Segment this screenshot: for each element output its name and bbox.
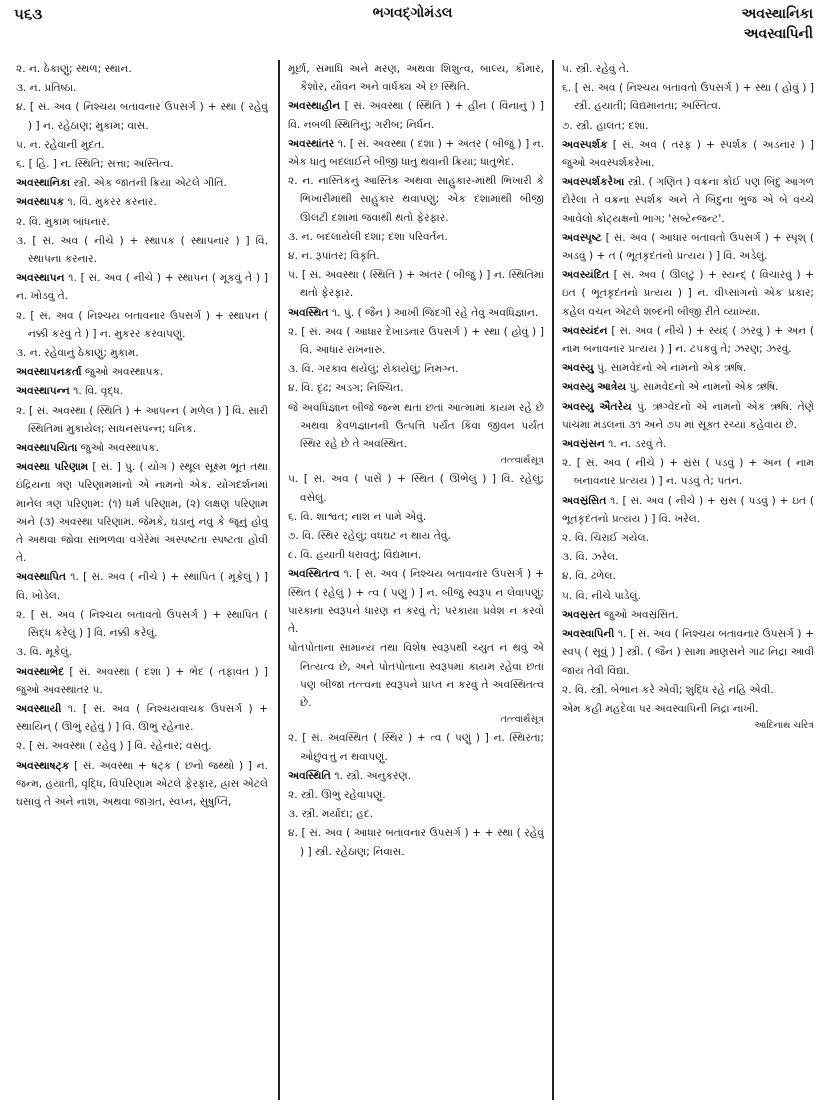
citation-source: તત્ત્વાર્થસૂત્ર	[500, 455, 544, 467]
entry-sense	[16, 643, 268, 661]
definition-text: ૨. સ્ત્રી. ઊભું રહેવાપણું.	[288, 788, 386, 801]
definition-text: [ સં. અવ ( ઊલટું ) + સ્યન્દ્ ( વિચારવું ) + ઇત ( ભૂતકૃદંતનો પ્રત્યય ) ] ન. વીપ્સાંગનો એક પ્રકાર; કહેલ વચન એટલે શબ્દની બીજી રીતે વ્યાખ્યા.	[562, 269, 814, 318]
entry-sense	[562, 529, 814, 547]
definition-text: ૨. [ સં. અવસ્થા ( રહેવું ) ] વિ. રહેનાર; વસતું.	[16, 740, 212, 753]
entry-sense	[562, 79, 814, 115]
definition-text: ૨. [ સં. અવસ્થા ( સ્થિતિ ) + આપન્ન ( મળેલ ) ] વિ. સારી સ્થિતિમાં મુકાયેલ; સાધનસંપન્ન; ધનિક.	[16, 404, 268, 435]
entry-sense	[288, 360, 544, 378]
dictionary-entry	[562, 492, 814, 528]
definition-text: ૩. [ સં. અવ ( નીચે ) + સ્થાપક ( સ્થાપનાર ) ] વિ. સ્થાપના કરનાર.	[16, 234, 268, 266]
entry-sense	[288, 508, 544, 526]
dictionary-entry	[16, 269, 268, 305]
definition-text: ૫. સ્ત્રી. રહેવું તે.	[562, 63, 630, 75]
definition-text: ૨. વિ. ચિરાઈ ગયેલ.	[562, 532, 649, 545]
entry-sense	[288, 247, 544, 265]
definition-text: જે અવધિજ્ઞાન બીજે જન્મ થતાં છતાં આત્મામાં કાયમ રહે છે અથવા કેવળજ્ઞાનની ઉત્પત્તિ પર્યંત કિંવા જીવન પર્યંત સ્થિર રહે છે તે અવસ્થિત.	[288, 401, 544, 451]
entry-sense	[288, 729, 544, 765]
definition-text: ૧. સ્ત્રી. અનુકરણ.	[330, 769, 412, 782]
dictionary-entry	[562, 173, 814, 228]
definition-text: ૪. ન. રૂપાંતર; વિકૃતિ.	[288, 250, 380, 263]
definition-text: ૨. [ સં. અવ ( નીચે ) + સ્રંસ ( પડવું ) + અન ( નામ બનાવનાર પ્રત્યય ) ] ન. પડવું તે; પતન.	[562, 457, 814, 488]
headword: અવસ્યુ ઐતરેય	[562, 400, 632, 413]
entry-sense	[562, 60, 814, 78]
entry-sense	[288, 824, 544, 860]
guide-words	[742, 4, 814, 44]
headword: અવસ્થાષટ્ક	[16, 759, 70, 772]
definition-text: ૨. ન. ઠેકાણું; સ્થળ; સ્થાન.	[16, 63, 132, 75]
dictionary-entry	[16, 382, 268, 400]
definition-text: ૮. વિ. હયાતી ધરાવતું; વિદ્યમાન.	[288, 549, 422, 562]
entry-sense	[288, 172, 544, 227]
definition-text: [ સં. અવ ( આધાર બતાવતો ઉપસર્ગ ) + સ્પૃશ્ ( અડવું ) + ત ( ભૂતકૃદંતનો પ્રત્યય ) ] વિ. અડેલું.	[562, 231, 814, 263]
definition-text: ૧. [ સં. અવ ( નીચે ) + સ્થાપન ( મૂકવું તે ) ] ન. ખોડવું તે.	[16, 272, 268, 303]
entry-sense	[16, 79, 268, 97]
definition-text: ૩. ન. રહેવાનું ઠેકાણું; મુકામ.	[16, 347, 139, 360]
citation-source: તત્ત્વાર્થસૂત્ર	[500, 714, 544, 726]
dictionary-entry	[288, 304, 544, 322]
guide-word-last: અવસ્વાપિની	[743, 26, 813, 42]
definition-text: ૧. [ સં. અવ ( નીચે ) + સ્રંસ ( પડવું ) + ઇત ( ભૂતકૃદંતનો પ્રત્યય ) ] વિ. ખરેલ.	[562, 494, 814, 525]
definition-text: ૫. વિ. નીચે પાડેલું.	[562, 589, 641, 602]
definition-text: [ સં. ] પું. ( યોગ ) સ્થૂલ સૂક્ષ્મ ભૂત તથા ઇંદ્રિયના ત્રણ પરિણામમાંનો એ નામનો એક. યોગદર્શનમાં માનેલ ત્રણ પરિણામ: (૧) ધર્મ પરિણામ, (૨) લક્ષણ પરિણામ અને (૩) અવસ્થા પરિણામ. જેમકે, ઘડાનું નવું કે જૂનું હોવું તે અથવા જોવા સાંભળવા વગેરેમાં અસ્પષ્ટતા સ્પષ્ટતા હોવી તે.	[16, 461, 268, 565]
dictionary-entry	[16, 568, 268, 604]
dictionary-entry	[16, 439, 268, 457]
entry-sense	[562, 117, 814, 135]
headword: અવસ્થિતત્વ	[288, 568, 340, 581]
definition-text: ૭. સ્ત્રી. હાલત; દશા.	[562, 119, 649, 132]
dictionary-entry	[288, 97, 544, 133]
headword: અવસ્થાનિકા	[16, 177, 71, 190]
headword: અવસ્યુ આત્રેય	[562, 381, 627, 394]
definition-text: ૪. વિ. દૃઢ; અડગ; નિશ્ચિત.	[288, 382, 404, 395]
headword: અવસ્રસ્ત	[562, 608, 601, 621]
definition-text: ૩. ન. બદલાયેલી દશા; દશા પરિવર્તન.	[288, 230, 448, 243]
dictionary-entry	[562, 606, 814, 624]
entry-sense	[288, 527, 544, 545]
dictionary-entry	[562, 378, 814, 396]
column-divider	[278, 60, 280, 1100]
definition-text: ૩. વિ. ગરકાવ થયેલું; રોકાયેલું; નિમગ્ન.	[288, 363, 459, 376]
definition-text: ૫. ન. રહેવાની મુદત.	[16, 138, 105, 151]
dictionary-entry	[288, 135, 544, 171]
definition-text: ૩. સ્ત્રી. મર્યાદા; હદ.	[288, 808, 374, 821]
entry-sense	[288, 266, 544, 302]
dictionary-entry	[288, 767, 544, 785]
entry-sense	[288, 228, 544, 246]
entry-sense	[16, 136, 268, 154]
entry-sense	[562, 548, 814, 566]
column-divider	[552, 60, 554, 1100]
dictionary-entry	[562, 359, 814, 377]
dictionary-column-1	[16, 60, 268, 1100]
entry-sense	[16, 155, 268, 173]
definition-text: ૧. વિ. મુકરર કરનાર.	[64, 196, 157, 209]
definition-text: ૧. પું. ( જૈન ) આખી જિંદગી રહે તેવું અવધિજ્ઞાન.	[328, 306, 539, 319]
dictionary-entry	[16, 174, 268, 192]
definition-text: ૪. વિ. ઢળેલ.	[562, 570, 616, 583]
entry-sense	[562, 681, 814, 699]
entry-sense	[16, 60, 268, 78]
definition-text: ૭. વિ. સ્થિર રહેલું; વધઘટ ન થાય તેવું.	[288, 530, 451, 543]
dictionary-entry	[16, 663, 268, 699]
headword: અવસ્યુ	[562, 362, 594, 375]
entry-sense	[288, 399, 544, 454]
definition-text: ૨. [ સં. અવસ્થિત ( સ્થિર ) + ત્વ ( પણું ) ] ન. સ્થિરતા; ઓછુંવત્તું ન થવાપણું.	[288, 732, 544, 763]
definition-text: મૂર્છા, સમાધિ અને મરણ, અથવા શિશુત્વ, બાલ્ય, કૌમાર, કૈશોર, યૌવન અને વાર્ધક્ય એ છ સ્થિતિ.	[288, 63, 544, 94]
headword: અવસ્થાપક	[16, 196, 65, 209]
dictionary-column-3	[562, 60, 814, 1100]
definition-text: [ સં. અવસ્થા ( સ્થિતિ ) + હીન ( વિનાનું ) ] વિ. નબળી સ્થિતિનું; ગરીબ; નિર્ધન.	[288, 100, 544, 131]
dictionary-entry	[562, 136, 814, 172]
definition-text: ૬. [ હિં. ] ન. સ્થિતિ; સત્તા; અસ્તિત્વ.	[16, 158, 174, 171]
entry-sense	[288, 379, 544, 397]
definition-text: ૩. વિ. ઝરેલ.	[562, 551, 619, 564]
definition-text: ૨. [ સં. અવ ( નિશ્ચય બતાવનાર ઉપસર્ગ ) + સ્થાપન ( નક્કી કરવું તે ) ] ન. મુકરર કરવાપણું.	[16, 309, 268, 340]
dictionary-entry	[562, 625, 814, 680]
definition-text: [ સં. અવ ( નીચે ) + સ્યંદ્ ( ઝરવું ) + અન ( નામ બનાવનાર પ્રત્યય ) ] ન. ટપકવું તે; ઝરણ; ઝરવું.	[562, 324, 814, 356]
headword: અવસ્પર્શક	[562, 138, 608, 151]
definition-text: સ્ત્રી. ( ગણિત ) વક્રના કોઈ પણ બિંદુ આગળ દોરેલા તે વક્રના સ્પર્શક અને તે બિંદુના ભુજ એ બે વચ્ચે આવેલો કોટ્યક્ષનો ભાગ; 'સબ્ટૅન્જન્ટ'.	[562, 176, 814, 225]
definition-text: ૫. [ સં. અવ ( પાસે ) + સ્થિત ( ઊભેલું ) ] વિ. રહેલું; વસેલું.	[288, 473, 544, 504]
definition-text: ૧. [ સં. અવ ( નિશ્ચયવાચક ઉપસર્ગ ) + સ્થાયિન્ ( ઊભું રહેવું ) ] વિ. ઊભું રહેનાર.	[16, 702, 268, 734]
headword: અવસ્થાપયિતા	[16, 442, 78, 455]
definition-text: પું. સામવેદનો એ નામનો એક ઋષિ.	[626, 381, 779, 394]
dictionary-entry	[562, 398, 814, 434]
definition-text: ૫. [ સં. અવસ્થા ( સ્થિતિ ) + અંતર ( બીજું ) ] ન. સ્થિતિમાં થતો ફેરફાર.	[288, 269, 544, 300]
entry-sense	[288, 786, 544, 804]
entry-sense	[16, 232, 268, 268]
headword: અવસ્થિત	[288, 306, 329, 319]
definition-text: ૨. વિ. મુકામ બાંધનાર.	[16, 215, 110, 228]
entry-sense	[16, 402, 268, 438]
guide-word-first: અવસ્થાનિકા	[741, 6, 813, 22]
dictionary-column-2	[288, 60, 544, 1100]
definition-text: ૨. ન. નાસ્તિકનું આસ્તિક અથવા સાહુકાર-માંથી ભિખારી કે ભિખારીમાંથી સાહુકાર થવાપણું; એક દશામાંથી બીજી ઊલટી દશામાં જવાથી થતો ફેરફાર.	[288, 175, 544, 224]
definition-text: ૨. વિ. સ્ત્રી. બેભાન કરે એવી; શુદ્ધિ રહે નહિ એવી.	[562, 683, 774, 696]
entry-sense	[288, 639, 544, 712]
entry-sense	[16, 737, 268, 755]
entry-sense	[288, 323, 544, 359]
dictionary-entry	[16, 700, 268, 736]
definition-text: ૧. [ સં. અવ ( નિશ્ચય બતાવનાર ઉપસર્ગ ) + સ્વપ્ ( સૂવું ) ] સ્ત્રી. ( જૈન ) સામા માણસને ગાઢ નિદ્રા આવી જાય તેવી વિદ્યા.	[562, 628, 814, 677]
dictionary-entry	[562, 229, 814, 265]
dictionary-entry	[562, 435, 814, 453]
headword: અવસ્વાપિની	[562, 628, 615, 641]
citation-source: આદિનાથ ચરિત્ર	[754, 720, 814, 732]
dictionary-entry	[562, 322, 814, 358]
definition-text: ૨. [ સં. અવ ( નિશ્ચય બતાવતો ઉપસર્ગ ) + સ્થાપિત ( સિદ્ધ કરેલું ) ] વિ. નક્કી કરેલું.	[16, 608, 268, 640]
definition-text: ૪. [ સં. અવ ( નિશ્ચય બતાવનાર ઉપસર્ગ ) + સ્થા ( રહેવું ) ] ન. રહેઠાણ; મુકામ; વાસ.	[16, 101, 268, 132]
definition-text: જુઓ અવસ્થાપક.	[81, 366, 164, 379]
dictionary-entry	[16, 193, 268, 211]
definition-text: ૬. વિ. શાશ્વત; નાશ ન પામે એવું.	[288, 510, 427, 523]
definition-text: જુઓ અવસ્થાપક.	[77, 442, 160, 455]
dictionary-entry	[16, 757, 268, 812]
definition-text: પું. સામવેદનો એ નામનો એક ઋષિ.	[593, 362, 747, 375]
definition-text: પોતપોતાના સામાન્ય તથા વિશેષ સ્વરૂપથી ચ્યુત ન થવું એ નિત્યત્વ છે, અને પોતપોતાના સ્વરૂપમાં કાયમ રહેવા છતાં પણ બીજા તત્ત્વના સ્વરૂપને પ્રાપ્ત ન કરવું તે અવસ્થિતત્વ છે.	[288, 642, 544, 709]
entry-sense	[288, 805, 544, 823]
headword: અવસ્યંદન	[562, 324, 608, 337]
dictionary-entry	[16, 363, 268, 381]
definition-text: ૧. [ સં. અવ ( નિશ્ચય બતાવનાર ઉપસર્ગ ) + સ્થિત ( રહેલું ) + ત્વ ( પણું ) ] ન. બીજું સ્વરૂપ ન લેવાપણું; પારકાના સ્વરૂપને ધારણ ન કરવું તે; પરકાયા પ્રવેશ ન કરવો તે.	[288, 568, 544, 636]
headword: અવસ્થાયી	[16, 702, 62, 715]
headword: અવસ્પૃષ્ટ	[562, 231, 602, 244]
definition-text: ૧. વિ. વૃદ્ધ.	[69, 385, 124, 398]
definition-text: ૩. ન. પ્રતિષ્ઠા.	[16, 82, 77, 95]
entry-sense	[562, 454, 814, 490]
definition-text: ૩. વિ. મૂકેલું.	[16, 646, 72, 659]
definition-text: ૧. [ સં. અવ ( નીચે ) + સ્થાપિત ( મૂકેલું ) ] વિ. ખોડેલ.	[16, 571, 268, 602]
definition-text: ૧. [ સં. અવસ્થા ( દશા ) + અંતર ( બીજું ) ] ન. એક ધાતુ બદલાઈને બીજી ધાતુ થવાની ક્રિયા; ધાતુભેદ.	[288, 137, 544, 169]
headword: અવસ્થાંતર	[288, 137, 335, 150]
entry-sense	[16, 307, 268, 343]
definition-text: [ સં. અવસ્થા + ષટ્ક ( છનો જથ્થો ) ] ન. જન્મ, હયાતી, વૃદ્ધિ, વિપરિણામ એટલે ફેરફાર, હ્રાસ એટલે ઘસાવું તે અને નાશ, અથવા જાગ્રત, સ્વપ્ન, સુષુપ્તિ,	[16, 759, 268, 808]
definition-text: સ્ત્રી. એક જાતની ક્રિયા એટલે ગીતિ.	[70, 177, 227, 190]
entry-sense	[562, 700, 814, 718]
headword: અવસ્થાભેદ	[16, 665, 65, 678]
running-title: ભગવદ્ગોમંડલ	[372, 5, 453, 21]
entry-sense	[16, 344, 268, 362]
headword: અવસ્યંદિત	[562, 269, 610, 282]
definition-text: પું. ઋગ્વેદનો એ નામનો એક ઋષિ. તેણે પાંચમા મંડલનાં ૩૧ અને ૭૫ માં સૂક્ત રચ્યાં કહેવાય છે.	[562, 400, 814, 431]
dictionary-entry	[288, 565, 544, 638]
definition-text: એમ કહી મહદેવા પર અવસ્વાપિની નિદ્રા નાખી.	[562, 702, 759, 715]
entry-sense	[288, 60, 544, 96]
headword: અવસ્થાપિત	[16, 571, 67, 584]
dictionary-entry	[562, 266, 814, 321]
headword: અવસ્રંસિત	[562, 494, 607, 507]
definition-text: જુઓ અવસ્રંસિત.	[600, 608, 679, 621]
entry-sense	[288, 546, 544, 564]
entry-sense	[16, 98, 268, 134]
page-header	[0, 0, 825, 58]
entry-sense	[16, 213, 268, 231]
headword: અવસ્થાપન્ન	[16, 385, 70, 398]
headword: અવસ્થાહીન	[288, 100, 341, 113]
headword: અવસ્પર્શકરેખા	[562, 176, 625, 189]
definition-text: ૨. [ સં. અવ ( આધાર દેખાડનાર ઉપસર્ગ ) + સ્થા ( હોવું ) ] વિ. આધાર રાખનારું.	[288, 325, 544, 357]
headword: અવસ્થિતિ	[288, 769, 331, 782]
definition-text: [ સં. અવ ( તરફ ) + સ્પર્શક ( અડનાર ) ] જુઓ અવસ્પર્શકરેખા.	[562, 138, 814, 170]
dictionary-entry	[16, 458, 268, 567]
definition-text: ૧. ન. ડરવું તે.	[604, 438, 667, 451]
headword: અવસ્થાપન	[16, 272, 65, 285]
headword: અવસ્રંસન	[562, 438, 605, 451]
entry-sense	[288, 470, 544, 506]
definition-text: ૪. [ સં. અવ ( આધાર બતાવનાર ઉપસર્ગ ) + + સ્થા ( રહેવું ) ] સ્ત્રી. રહેઠાણ; નિવાસ.	[288, 827, 544, 858]
definition-text: [ સં. અવસ્થા ( દશા ) + ભેદ ( તફાવત ) ] જુઓ અવસ્થાંતર ૫.	[16, 665, 268, 696]
definition-text: ૬. [ સં. અવ ( નિશ્ચય બતાવતો ઉપસર્ગ ) + સ્થા ( હોવું ) ] સ્ત્રી. હયાતી; વિદ્યમાનતા; અસ્તિત્વ.	[562, 82, 814, 113]
headword: અવસ્થાપનકર્તા	[16, 366, 82, 379]
headword: અવસ્થા પરિણામ	[16, 461, 89, 474]
entry-sense	[16, 606, 268, 642]
entry-sense	[562, 587, 814, 605]
entry-sense	[562, 567, 814, 585]
page-number: ૫૬૩	[14, 5, 43, 23]
